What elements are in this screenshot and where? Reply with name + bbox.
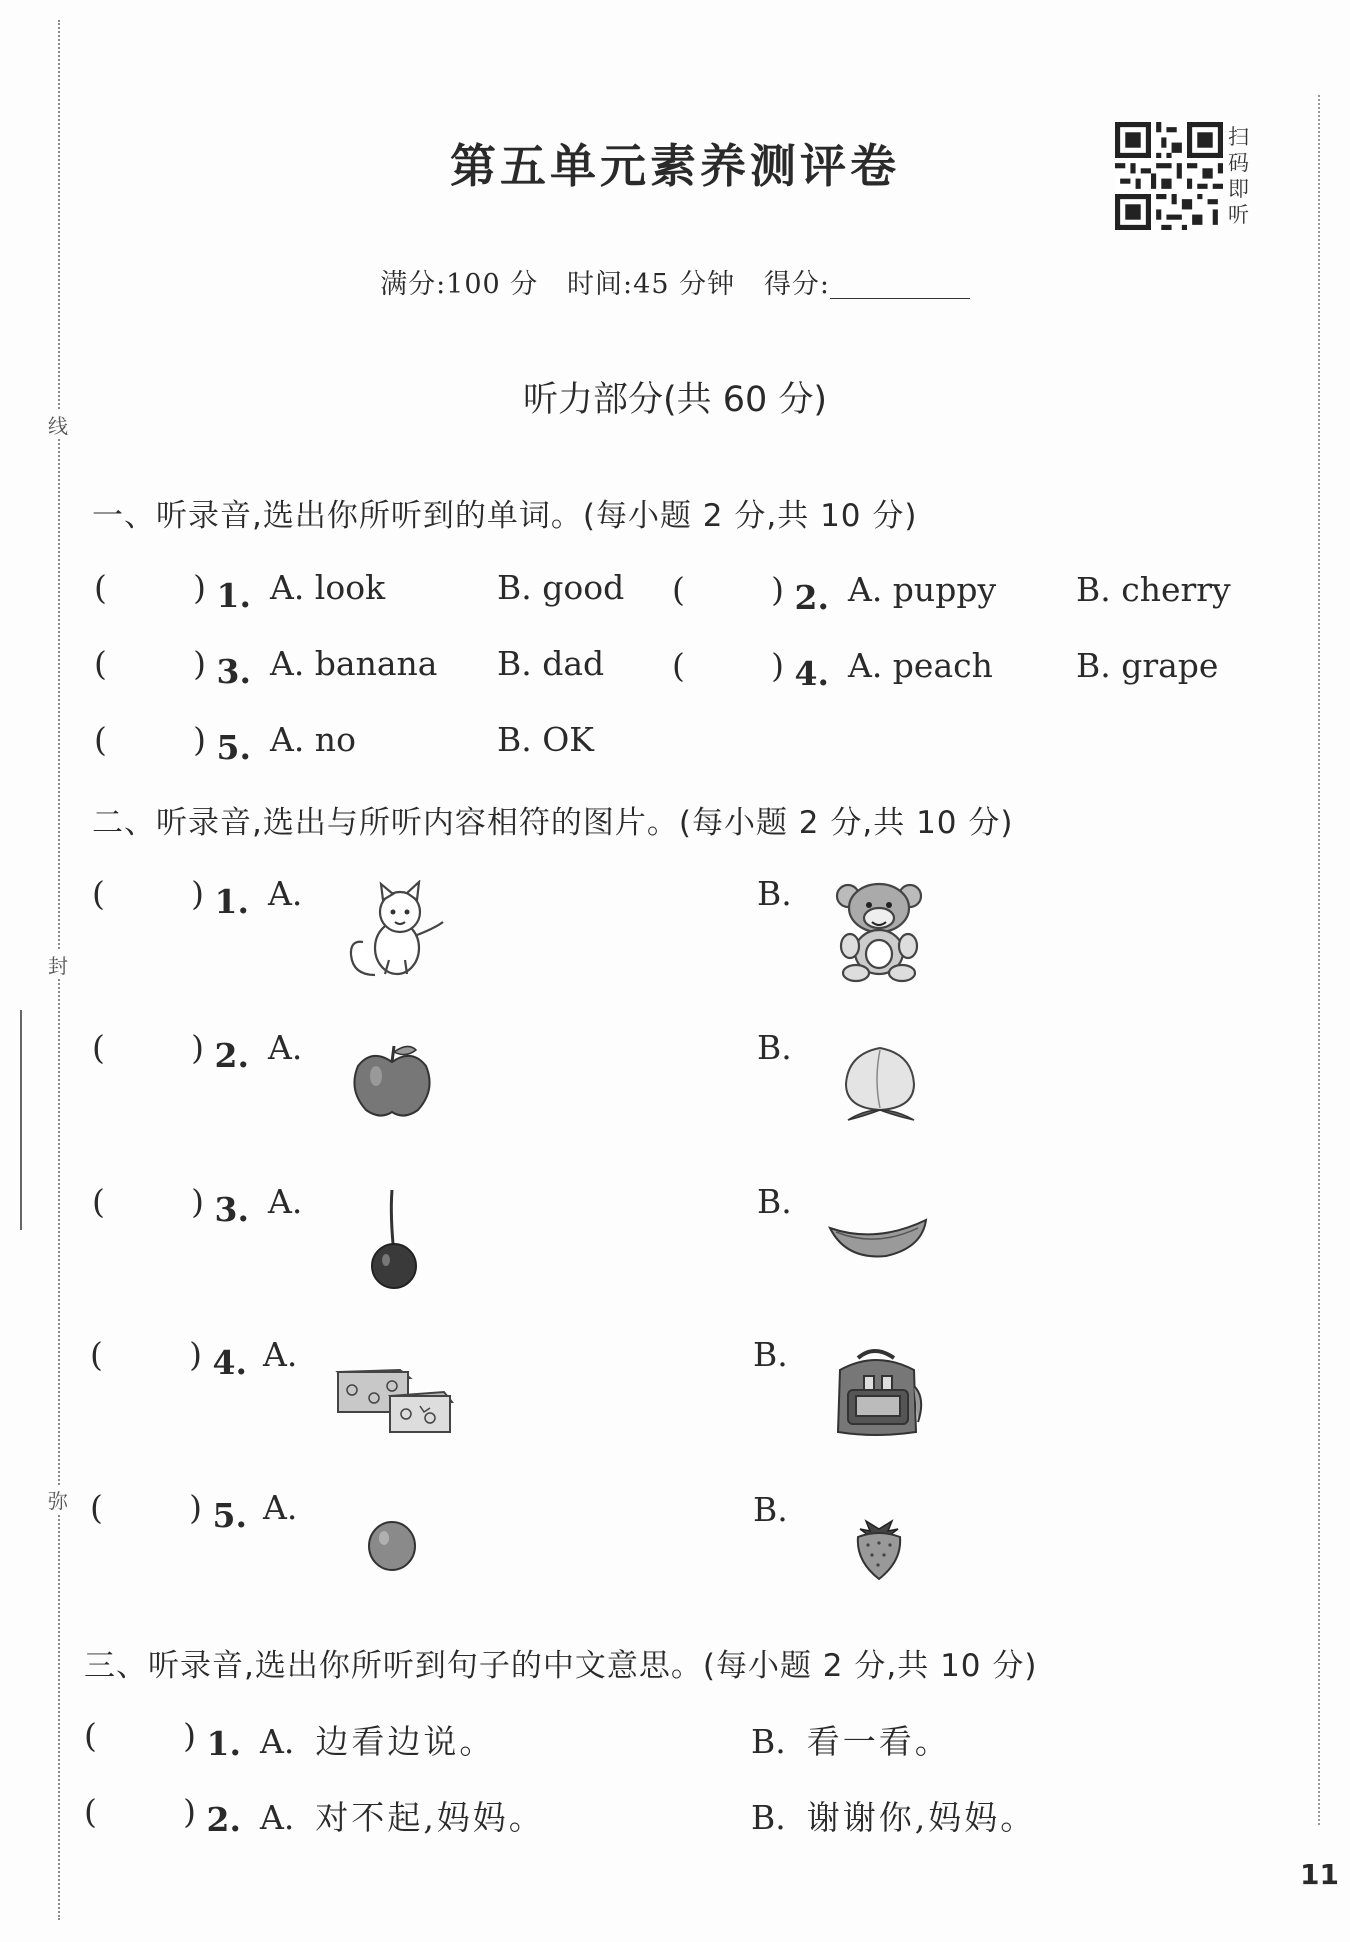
- option-b: B.: [757, 1028, 792, 1067]
- answer-blank[interactable]: ( ): [672, 646, 784, 685]
- apple-icon[interactable]: [350, 1040, 435, 1120]
- binding-label-close: 弥: [44, 1485, 72, 1514]
- peach-icon[interactable]: [840, 1040, 920, 1125]
- option-a: A. 对不起,妈妈。: [260, 1798, 545, 1837]
- answer-blank[interactable]: ( ): [90, 1488, 202, 1527]
- right-margin-line: [1318, 95, 1320, 1825]
- part3-heading: 三、听录音,选出你所听到句子的中文意思。(每小题 2 分,共 10 分): [84, 1648, 1038, 1684]
- option-a: A. puppy: [848, 570, 997, 609]
- answer-blank[interactable]: ( ): [94, 568, 206, 607]
- strawberry-icon[interactable]: [852, 1515, 906, 1581]
- part3-item-2: ( ) 2.: [84, 1792, 241, 1839]
- option-b: B. 谢谢你,妈妈。: [751, 1798, 1037, 1837]
- option-b: B. good: [497, 568, 625, 607]
- margin-rule: [20, 1010, 22, 1230]
- option-a: A. peach: [848, 646, 993, 685]
- page-title: 第五单元素养测评卷: [450, 139, 900, 193]
- option-a: A.: [263, 1488, 298, 1527]
- part1-item-5: ( ) 5.: [94, 720, 251, 767]
- grape-icon[interactable]: [365, 1518, 419, 1572]
- answer-blank[interactable]: ( ): [90, 1335, 202, 1374]
- binding-label-seal: 封: [44, 950, 72, 979]
- option-a: A.: [268, 1182, 303, 1221]
- teddy-bear-icon[interactable]: [834, 878, 924, 983]
- schoolbag-icon[interactable]: [828, 1346, 928, 1438]
- answer-blank[interactable]: ( ): [672, 570, 784, 609]
- part2-item-2: ( ) 2.: [92, 1028, 249, 1075]
- page-number: 11: [1300, 1858, 1339, 1891]
- option-a: A. 边看边说。: [260, 1722, 496, 1761]
- answer-blank[interactable]: ( ): [84, 1716, 196, 1755]
- option-b: B. cherry: [1076, 570, 1231, 609]
- banana-icon[interactable]: [826, 1210, 932, 1268]
- scan-to-listen-label: 扫 码 即 听: [1228, 125, 1249, 227]
- part2-item-1: ( ) 1.: [92, 874, 249, 921]
- part1-item-3: ( ) 3.: [94, 644, 251, 691]
- option-b: B.: [757, 874, 792, 913]
- option-b: B.: [753, 1335, 788, 1374]
- option-a: A. banana: [270, 644, 438, 683]
- score-time-line: 满分:100 分 时间:45 分钟 得分:: [0, 262, 1350, 301]
- answer-blank[interactable]: ( ): [92, 1182, 204, 1221]
- option-a: A.: [263, 1335, 298, 1374]
- answer-blank[interactable]: ( ): [84, 1792, 196, 1831]
- score-blank[interactable]: [830, 276, 970, 299]
- cat-icon[interactable]: [345, 880, 450, 980]
- option-b: B. dad: [497, 644, 605, 683]
- option-a: A.: [268, 1028, 303, 1067]
- part1-heading: 一、听录音,选出你所听到的单词。(每小题 2 分,共 10 分): [92, 498, 918, 534]
- option-b: B. OK: [497, 720, 594, 759]
- option-b: B. 看一看。: [751, 1722, 951, 1761]
- listening-section-title: 听力部分(共 60 分): [522, 380, 828, 420]
- cherry-icon[interactable]: [368, 1186, 420, 1290]
- answer-blank[interactable]: ( ): [92, 1028, 204, 1067]
- binding-label-line: 线: [44, 410, 72, 439]
- part2-heading: 二、听录音,选出与所听内容相符的图片。(每小题 2 分,共 10 分): [92, 805, 1014, 841]
- part2-item-4: ( ) 4.: [90, 1335, 247, 1382]
- part1-item-4: ( ) 4.: [672, 646, 829, 693]
- option-a: A. no: [270, 720, 356, 759]
- answer-blank[interactable]: ( ): [94, 644, 206, 683]
- option-b: B.: [757, 1182, 792, 1221]
- part2-item-5: ( ) 5.: [90, 1488, 247, 1535]
- option-b: B.: [753, 1490, 788, 1529]
- part1-item-1: ( ) 1.: [94, 568, 251, 615]
- option-a: A. look: [270, 568, 386, 607]
- option-b: B. grape: [1076, 646, 1219, 685]
- option-a: A.: [268, 874, 303, 913]
- boxes-icon[interactable]: [334, 1362, 454, 1436]
- answer-blank[interactable]: ( ): [92, 874, 204, 913]
- qr-code-icon[interactable]: [1115, 122, 1223, 230]
- part2-item-3: ( ) 3.: [92, 1182, 249, 1229]
- answer-blank[interactable]: ( ): [94, 720, 206, 759]
- part1-item-2: ( ) 2.: [672, 570, 829, 617]
- part3-item-1: ( ) 1.: [84, 1716, 241, 1763]
